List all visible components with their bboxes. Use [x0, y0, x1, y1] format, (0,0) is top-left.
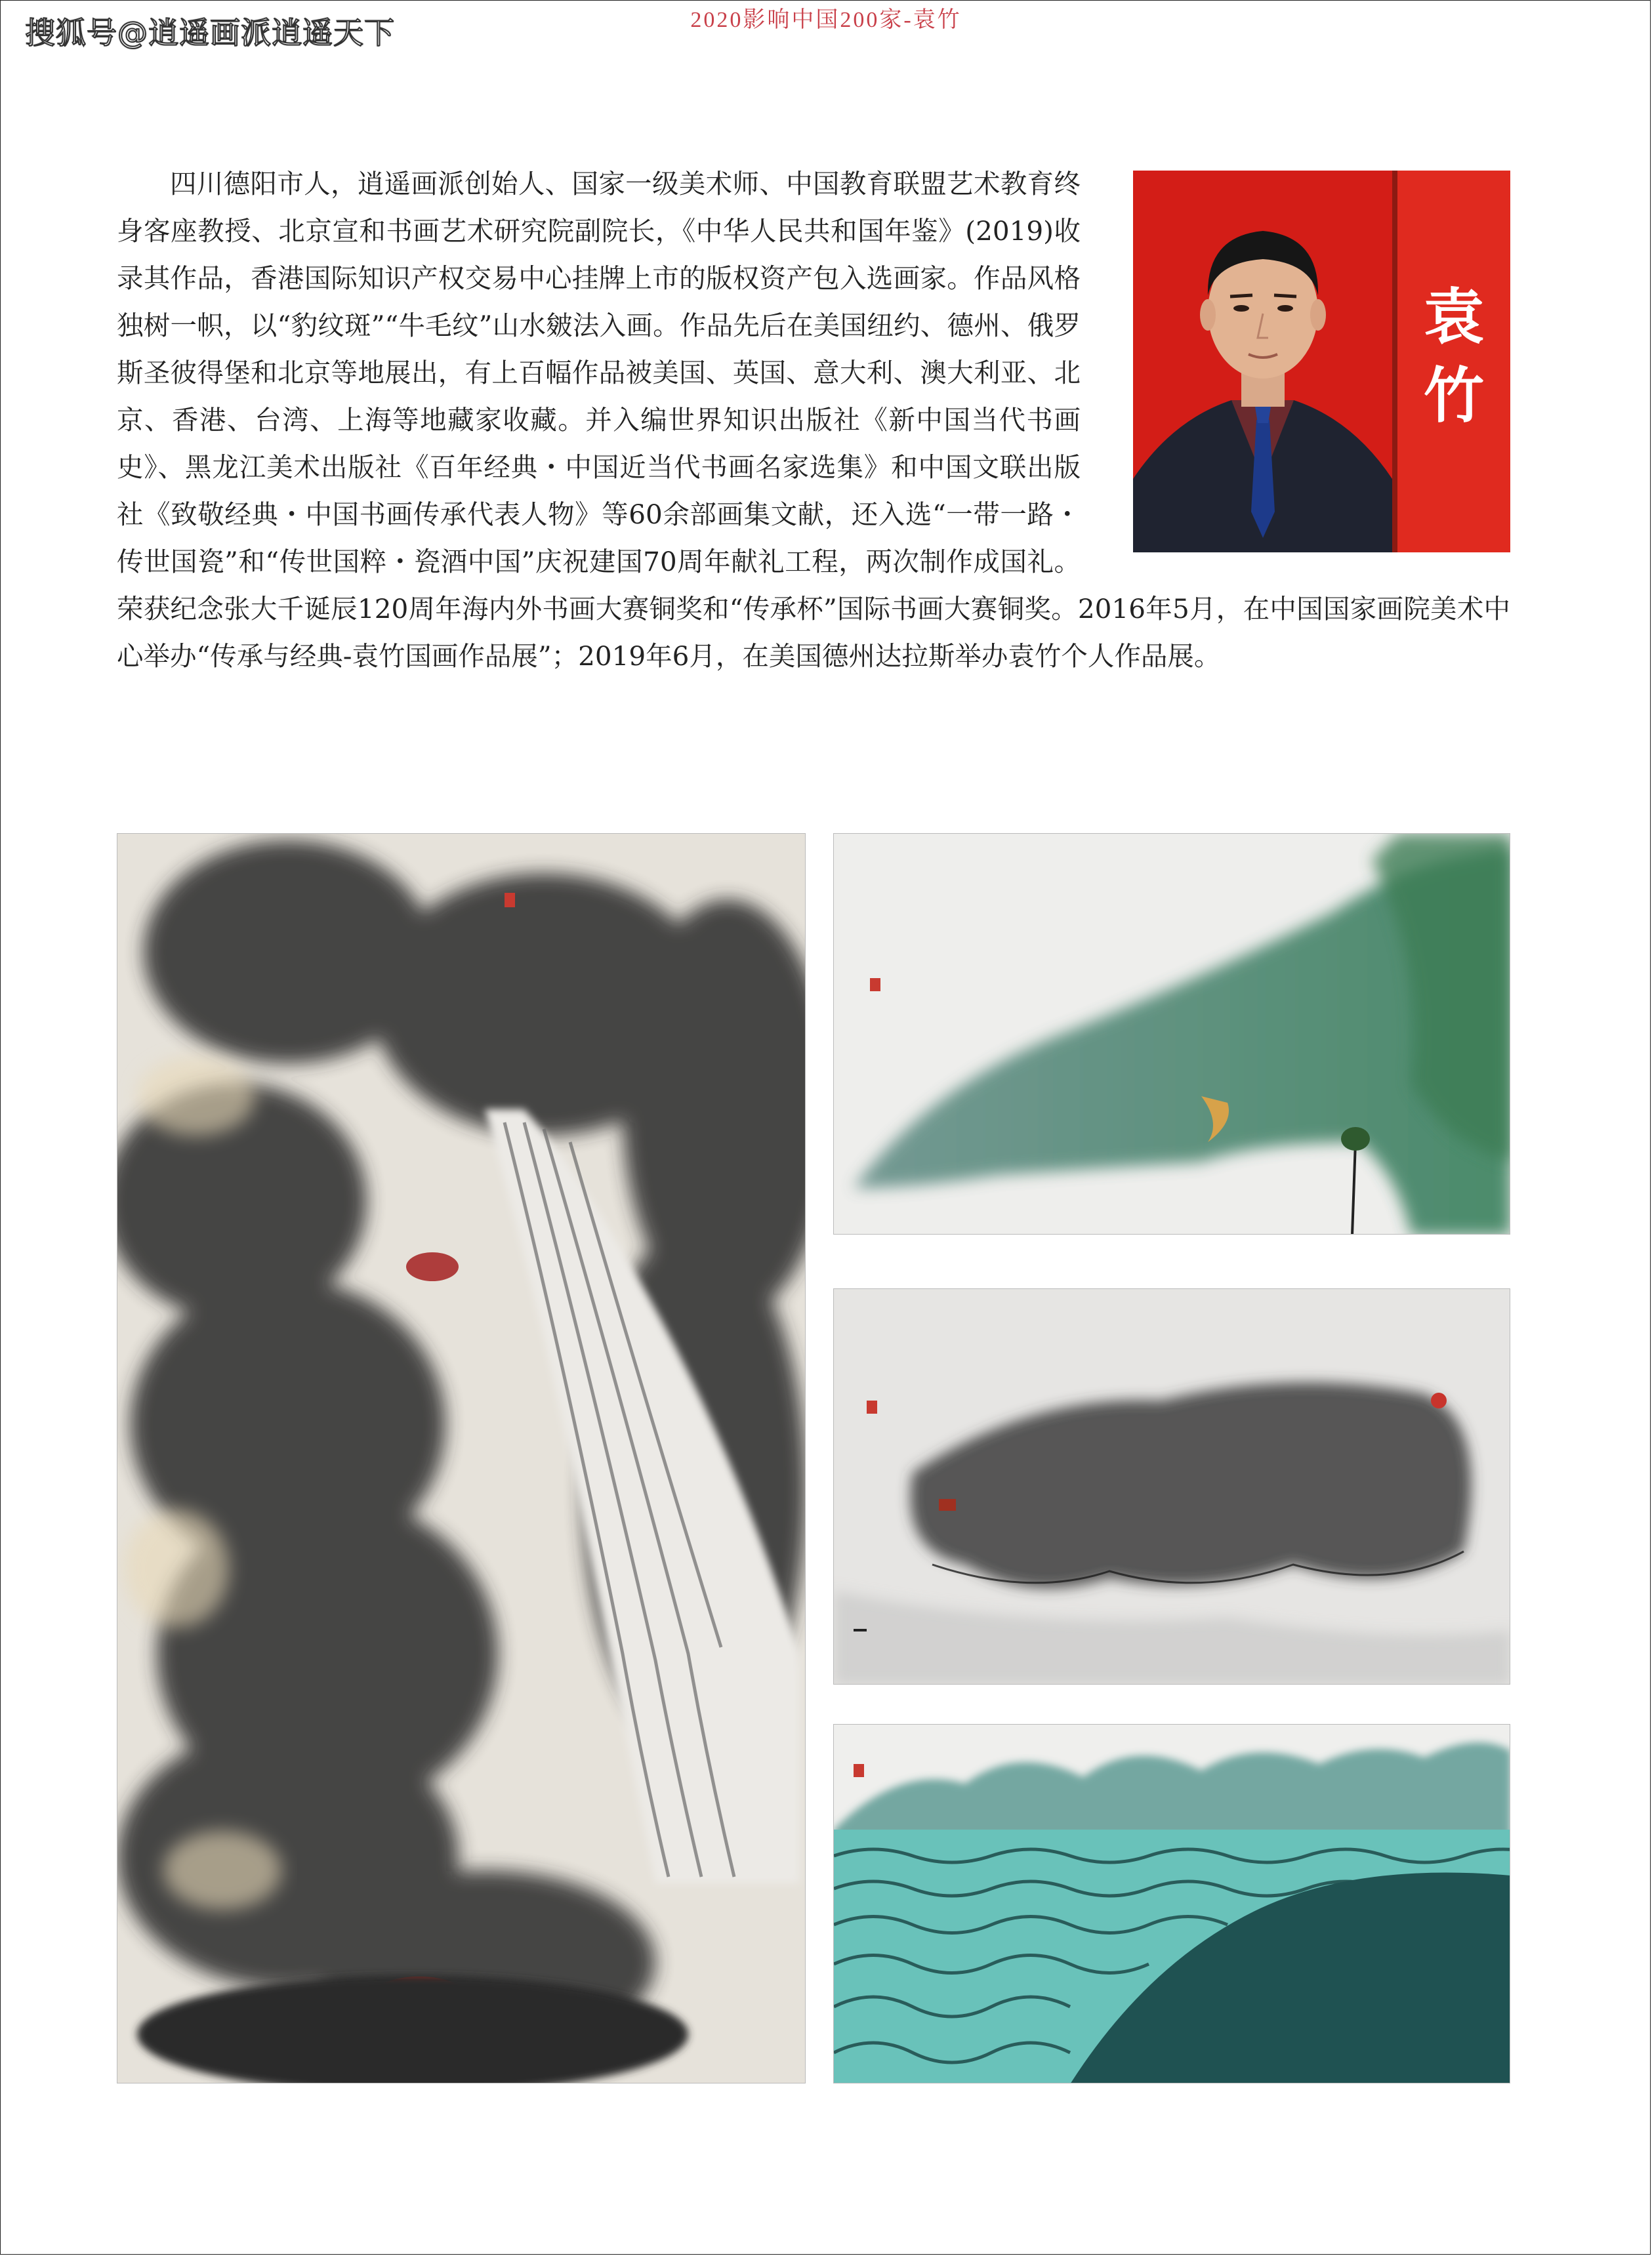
painting-waterfall — [117, 833, 806, 2083]
page-title: 2020影响中国200家-袁竹 — [690, 8, 962, 32]
biography-paragraph: 四川德阳市人，逍遥画派创始人、国家一级美术师、中国教育联盟艺术教育终身客座教授、北京宣和书画艺术研究院副院长，《中华人民共和国年鉴》(2019)收录其作品，香港国际知识产权交易中心挂牌上市的版权资产包入选画家。作品风格独树一帜，以“豹纹斑”“牛毛纹”山水皴法入画。作品先后在美国纽约、德州、俄罗斯圣彼得堡和北京等地展出，有上百幅作品被美国、英国、意大利、澳大利亚、北京、香港、台湾、上海等地藏家收藏。并入编世界知识出版社《新中国当代书画史》、黑龙江美术出版社《百年经典・中国近当代书画名家选集》和中国文联出版社《致敬经典・中国书画传承代表人物》等60余部画集文献，还入选“一带一路・传世国瓷”和“传世国粹・瓷酒中国”庆祝建国70周年献礼工程，两次制作成国礼。荣获纪念张大千诞辰120周年海内外书画大赛铜奖和“传承杯”国际书画大赛铜奖。2016年5月，在中国国家画院美术中心举办“传承与经典-袁竹国画作品展”；2019年6月，在美国德州达拉斯举办袁竹个人作品展。 — [117, 168, 1510, 672]
painting-ink-landscape — [833, 1288, 1510, 1685]
painting-teal-waves — [833, 1724, 1510, 2083]
painting-green-mountains — [833, 833, 1510, 1235]
portrait-spacer — [1133, 160, 1510, 554]
artist-name-char-2: 竹 — [1423, 360, 1484, 431]
artist-name-char-1: 袁 — [1423, 281, 1484, 352]
artist-biography — [117, 160, 1510, 680]
watermark: 搜狐号@逍遥画派逍遥天下 — [25, 15, 395, 51]
